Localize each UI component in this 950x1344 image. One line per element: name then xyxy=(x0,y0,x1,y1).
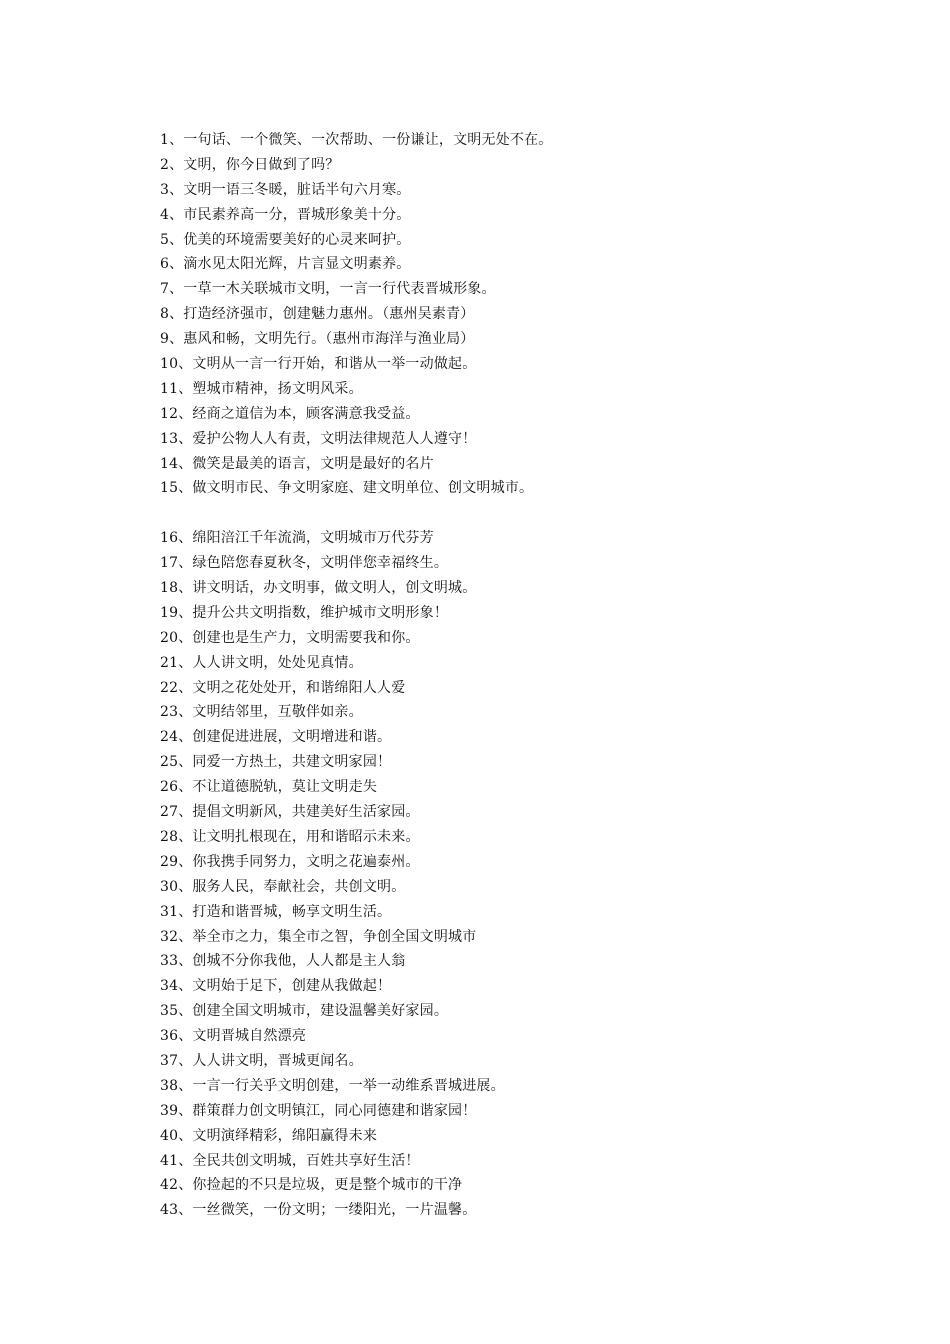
section-spacer xyxy=(160,501,860,526)
list-item: 28、让文明扎根现在，用和谐昭示未来。 xyxy=(160,828,420,845)
list-item: 36、文明晋城自然漂亮 xyxy=(160,1028,307,1045)
slogan-list xyxy=(160,128,860,1223)
list-item: 1、一句话、一个微笑、一次帮助、一份谦让，文明无处不在。 xyxy=(160,132,553,148)
list-item: 15、做文明市民、争文明家庭、建文明单位、创文明城市。 xyxy=(160,480,534,497)
list-item: 43、一丝微笑，一份文明；一缕阳光，一片温馨。 xyxy=(160,1202,477,1219)
list-item: 25、同爱一方热土，共建文明家园！ xyxy=(160,754,392,771)
list-item: 31、打造和谐晋城，畅享文明生活。 xyxy=(160,903,392,920)
list-item: 17、绿色陪您春夏秋冬，文明伴您幸福终生。 xyxy=(160,555,449,572)
list-item: 32、举全市之力，集全市之智，争创全国文明城市 xyxy=(160,928,477,945)
list-item: 4、市民素养高一分，晋城形象美十分。 xyxy=(160,206,411,223)
list-item: 39、群策群力创文明镇江，同心同德建和谐家园！ xyxy=(160,1102,477,1119)
list-item: 22、文明之花处处开，和谐绵阳人人爱 xyxy=(160,679,406,696)
list-item: 33、创城不分你我他，人人都是主人翁 xyxy=(160,953,406,970)
list-item: 3、文明一语三冬暖，脏话半句六月寒。 xyxy=(160,181,411,198)
list-item: 13、爱护公物人人有责，文明法律规范人人遵守！ xyxy=(160,430,477,447)
list-item: 20、创建也是生产力，文明需要我和你。 xyxy=(160,629,420,646)
list-item: 9、惠风和畅，文明先行。（惠州市海洋与渔业局） xyxy=(160,331,475,348)
list-item: 26、不让道德脱轨，莫让文明走失 xyxy=(160,779,378,796)
list-item: 6、滴水见太阳光辉，片言显文明素养。 xyxy=(160,256,411,273)
list-item: 30、服务人民，奉献社会，共创文明。 xyxy=(160,878,406,895)
list-item: 7、一草一木关联城市文明，一言一行代表晋城形象。 xyxy=(160,281,496,298)
list-item: 18、讲文明话，办文明事，做文明人，创文明城。 xyxy=(160,580,477,597)
list-item: 37、人人讲文明，晋城更闻名。 xyxy=(160,1052,363,1069)
list-item: 21、人人讲文明，处处见真情。 xyxy=(160,654,363,671)
list-item: 38、一言一行关乎文明创建，一举一动维系晋城进展。 xyxy=(160,1077,505,1094)
list-item: 34、文明始于足下，创建从我做起！ xyxy=(160,978,392,995)
list-item: 2、文明，你今日做到了吗？ xyxy=(160,156,340,173)
list-item: 16、绵阳涪江千年流淌，文明城市万代芬芳 xyxy=(160,530,434,547)
list-item: 42、你捡起的不只是垃圾，更是整个城市的干净 xyxy=(160,1177,463,1194)
list-item: 8、打造经济强市，创建魅力惠州。（惠州吴素青） xyxy=(160,306,475,323)
list-item: 12、经商之道信为本，顾客满意我受益。 xyxy=(160,405,420,422)
list-item: 35、创建全国文明城市，建设温馨美好家园。 xyxy=(160,1003,449,1020)
list-item: 14、微笑是最美的语言，文明是最好的名片 xyxy=(160,455,434,472)
list-item: 5、优美的环境需要美好的心灵来呵护。 xyxy=(160,231,411,248)
list-item: 40、文明演绎精彩，绵阳赢得未来 xyxy=(160,1127,378,1144)
list-item: 41、全民共创文明城，百姓共享好生活！ xyxy=(160,1152,420,1169)
list-item: 24、创建促进进展，文明增进和谐。 xyxy=(160,729,392,746)
list-item: 29、你我携手同努力，文明之花遍泰州。 xyxy=(160,853,420,870)
list-item: 27、提倡文明新风，共建美好生活家园。 xyxy=(160,804,420,821)
list-item: 11、塑城市精神，扬文明风采。 xyxy=(160,380,363,397)
list-item: 23、文明结邻里，互敬伴如亲。 xyxy=(160,704,363,721)
list-item: 19、提升公共文明指数，维护城市文明形象！ xyxy=(160,604,449,621)
list-item: 10、文明从一言一行开始，和谐从一举一动做起。 xyxy=(160,356,477,373)
